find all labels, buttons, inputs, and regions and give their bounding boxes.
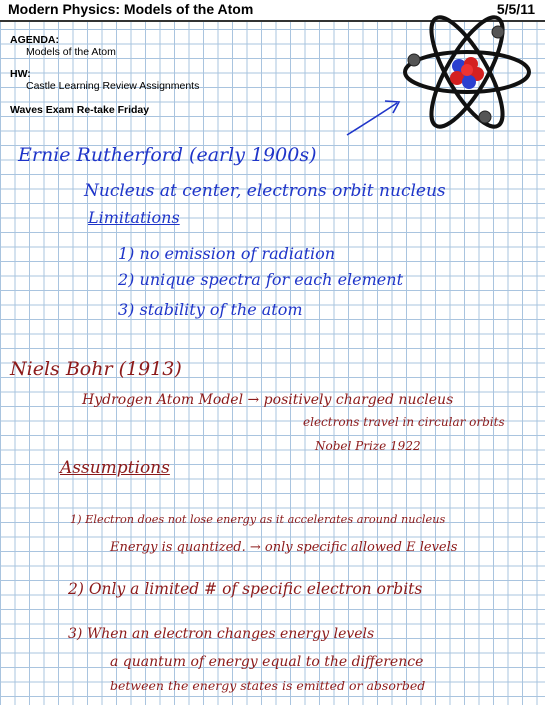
assumption-1a: 1) Electron does not lose energy as it accelerates around nucleus — [70, 513, 446, 526]
pointer-arrow-icon — [345, 95, 405, 140]
hw-item: Castle Learning Review Assignments — [26, 80, 200, 92]
rutherford-line: Nucleus at center, electrons orbit nucleus — [84, 181, 446, 201]
limitation-2: 2) unique spectra for each element — [118, 270, 403, 289]
agenda-label: AGENDA: — [10, 34, 59, 46]
assumption-3b: a quantum of energy equal to the difference — [110, 654, 424, 670]
bohr-model-line: Hydrogen Atom Model → positively charged nucleus — [82, 392, 454, 408]
limitation-3: 3) stability of the atom — [118, 300, 303, 319]
hw-label: HW: — [10, 68, 31, 80]
nucleus — [450, 57, 484, 89]
atom-diagram-icon — [395, 0, 545, 150]
assumption-2: 2) Only a limited # of specific electron orbits — [68, 580, 423, 598]
bohr-model-detail-1: electrons travel in circular orbits — [303, 415, 505, 429]
rutherford-heading: Ernie Rutherford (early 1900s) — [18, 144, 317, 166]
bohr-model-detail-2: Nobel Prize 1922 — [315, 439, 421, 453]
assumption-3c: between the energy states is emitted or absorbed — [110, 678, 426, 693]
agenda-item: Models of the Atom — [26, 46, 116, 58]
assumption-3a: 3) When an electron changes energy levels — [68, 626, 375, 642]
bohr-heading: Niels Bohr (1913) — [10, 358, 182, 380]
assumptions-label: Assumptions — [60, 458, 170, 478]
assumption-1b: Energy is quantized. → only specific allowed E levels — [110, 540, 458, 555]
page-title: Modern Physics: Models of the Atom — [8, 1, 254, 17]
limitation-1: 1) no emission of radiation — [118, 244, 336, 263]
exam-note: Waves Exam Re-take Friday — [10, 104, 150, 116]
limitations-label: Limitations — [88, 208, 180, 227]
page-date: 5/5/11 — [496, 1, 535, 17]
